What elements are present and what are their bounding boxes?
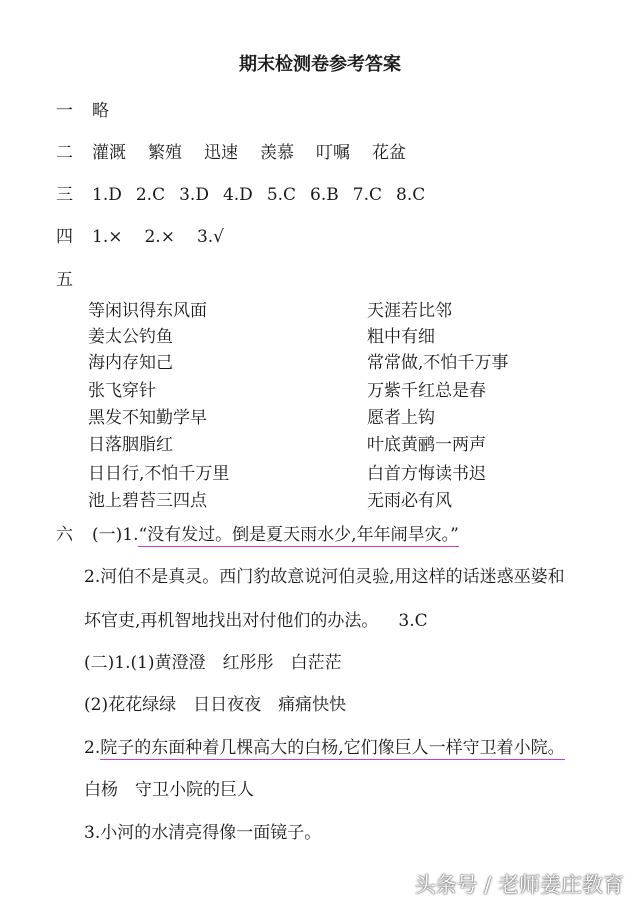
poem-left-line: 池上碧苔三四点 — [88, 491, 207, 511]
poem-right-line: 粗中有细 — [367, 327, 435, 347]
section-5 — [56, 265, 92, 290]
poem-right-line: 愿者上钩 — [367, 408, 435, 428]
section-number: 六 — [56, 525, 73, 545]
poem-left-line: 日落胭脂红 — [88, 435, 173, 455]
section-2 — [56, 138, 428, 163]
page-title: 期末检测卷参考答案 — [239, 54, 401, 75]
answer-line: 3.小河的水清亮得像一面镜子。 — [84, 823, 322, 843]
answer-prefix: 2. — [84, 738, 101, 758]
section-6 — [56, 520, 459, 545]
underlined-sentence: 院子的东面种着几棵高大的白杨,它们像巨人一样守卫着小院。 — [100, 738, 565, 758]
answer-item: 迅速 — [204, 143, 238, 163]
poem-right-line: 无雨必有风 — [367, 491, 452, 511]
section-4 — [56, 222, 246, 247]
poem-left-line: 姜太公钓鱼 — [88, 327, 173, 347]
answer-item: 3.C — [398, 611, 428, 631]
poem-right-line: 万紫千红总是春 — [367, 381, 486, 401]
answer-prefix: (一)1. — [92, 525, 139, 545]
answer-item: 8.C — [396, 185, 426, 205]
answer-item: 2.C — [135, 185, 166, 205]
answer-item: 6.B — [310, 185, 339, 205]
section-3 — [56, 180, 439, 205]
section-number: 五 — [56, 270, 73, 290]
poem-left-line: 等闲识得东风面 — [88, 301, 207, 321]
answer-item: 羡慕 — [260, 143, 294, 163]
poem-left-line: 海内存知己 — [88, 353, 173, 373]
answer-line: 白杨 守卫小院的巨人 — [84, 780, 254, 800]
answer-item: 7.C — [352, 185, 382, 205]
answer-line — [84, 733, 565, 758]
poem-left-line: 张飞穿针 — [88, 381, 156, 401]
watermark: 头条号 / 老师姜庄教育 — [414, 873, 624, 897]
answer-line: (2)花花绿绿 日日夜夜 痛痛快快 — [84, 695, 347, 715]
poem-right-line: 叶底黄鹂一两声 — [367, 435, 486, 455]
answer-item: 3.D — [179, 185, 209, 205]
poem-left-line: 黑发不知勤学早 — [88, 408, 207, 428]
section-number: 二 — [56, 143, 73, 163]
answer-line: 2.河伯不是真灵。西门豹故意说河伯灵验,用这样的话迷惑巫婆和 — [84, 567, 565, 587]
section-number: 一 — [56, 101, 73, 121]
answer-item: 花盆 — [372, 143, 406, 163]
poem-right-line: 白首方悔读书迟 — [367, 464, 486, 484]
section-1 — [56, 96, 131, 121]
section-number: 三 — [56, 185, 73, 205]
answer-line: (二)1.(1)黄澄澄 红彤彤 白茫茫 — [84, 653, 342, 673]
underlined-quote: “没有发过。倒是夏天雨水少,年年闹旱灾。” — [138, 525, 459, 545]
poem-right-line: 常常做,不怕千万事 — [367, 353, 509, 373]
answer-item: 3.√ — [196, 227, 224, 247]
answer-item: 2.× — [144, 227, 175, 247]
answer-item: 灌溉 — [92, 143, 126, 163]
answer-item: 叮嘱 — [316, 143, 350, 163]
answer-line — [84, 606, 428, 631]
answer-item: 略 — [92, 101, 109, 121]
answer-item: 1.× — [92, 227, 123, 247]
answer-text: 坏官吏,再机智地找出对付他们的办法。 — [84, 611, 379, 631]
answer-item: 5.C — [266, 185, 297, 205]
poem-right-line: 天涯若比邻 — [367, 301, 452, 321]
answer-item: 4.D — [222, 185, 253, 205]
answer-item: 繁殖 — [148, 143, 182, 163]
section-number: 四 — [56, 227, 73, 247]
answer-item: 1.D — [92, 185, 122, 205]
poem-left-line: 日日行,不怕千万里 — [88, 464, 230, 484]
